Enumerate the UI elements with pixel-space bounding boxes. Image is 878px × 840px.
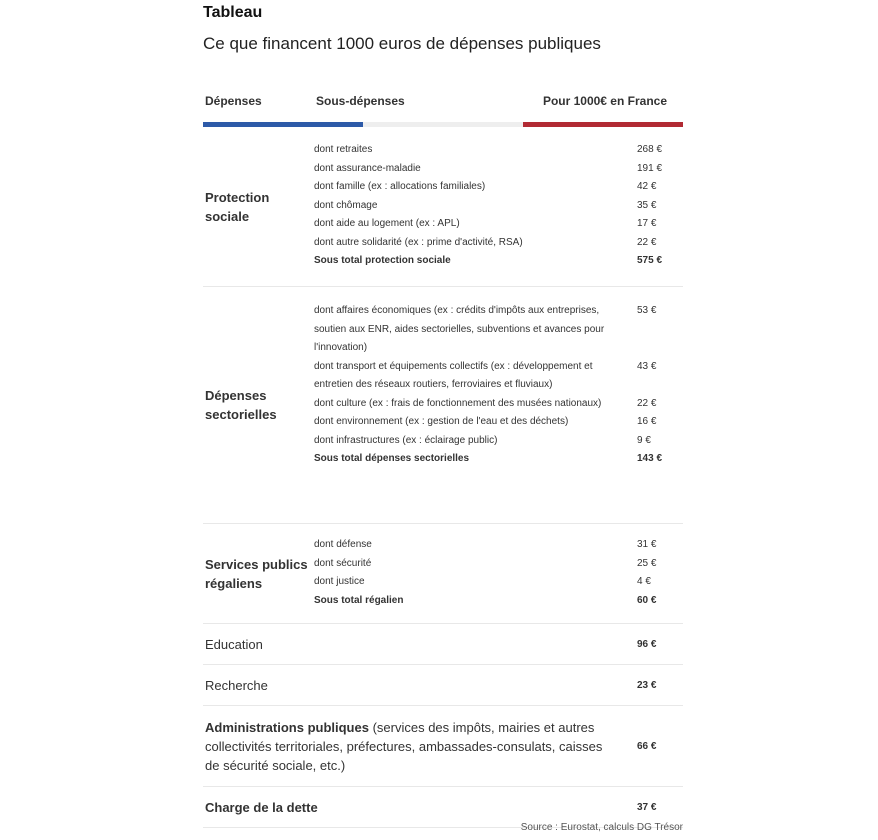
table-row xyxy=(314,234,683,253)
section-rows xyxy=(314,127,683,286)
table-row xyxy=(314,215,683,234)
table-row xyxy=(314,141,683,160)
row-administrations xyxy=(203,706,683,787)
row-value: 575 € xyxy=(637,255,663,266)
section-label: Protection sociale xyxy=(205,189,270,224)
row-education xyxy=(203,624,683,665)
table-row xyxy=(314,536,683,555)
table-row xyxy=(314,573,683,592)
table-row xyxy=(314,413,683,432)
table-row xyxy=(314,395,683,414)
row-label: dont assurance-maladie xyxy=(314,162,421,174)
row-label: dont culture (ex : frais de fonctionnement des musées nationaux) xyxy=(314,397,602,409)
table-row xyxy=(314,358,683,395)
row-value: 25 € xyxy=(637,557,657,569)
row-value: 31 € xyxy=(637,539,657,550)
row-label: dont transport et équipements collectifs (ex : développement et entretien des réseaux routiers, ferroviaires et fluviaux) xyxy=(314,360,593,390)
dette-value: 37 € xyxy=(637,801,657,813)
section-label: Services publics régaliens xyxy=(205,556,308,591)
page-subtitle: Ce que financent 1000 euros de dépenses publiques xyxy=(203,34,601,53)
section-depenses-sectorielles xyxy=(203,287,683,524)
section-label: Dépenses sectorielles xyxy=(205,388,277,422)
subtotal-row xyxy=(314,450,683,469)
row-value: 22 € xyxy=(637,236,657,248)
table-row xyxy=(314,432,683,451)
header-depenses: Dépenses xyxy=(205,94,262,108)
table-row xyxy=(314,302,683,358)
row-label: Sous total dépenses sectorielles xyxy=(314,453,470,464)
row-label: Sous total protection sociale xyxy=(314,255,451,266)
row-label: dont défense xyxy=(314,539,372,550)
row-value: 4 € xyxy=(637,576,651,587)
header-sous-depenses: Sous-dépenses xyxy=(316,94,405,108)
row-label: dont environnement (ex : gestion de l'eau et des déchets) xyxy=(314,416,569,427)
section-rows xyxy=(314,524,683,623)
row-label: dont retraites xyxy=(314,144,373,155)
table-container xyxy=(203,0,683,828)
row-value: 268 € xyxy=(637,144,663,155)
administrations-label-rest: (services des impôts, mairies et autres collectivités territoriales, préfectures, ambassades-consulats, caisses de sécurité sociale, etc.) xyxy=(205,719,603,773)
source-note: Source : Eurostat, calculs DG Trésor xyxy=(520,822,683,833)
education-label: Education xyxy=(205,636,263,652)
recherche-label: Recherche xyxy=(205,677,268,693)
administrations-label-bold: Administrations publiques xyxy=(205,719,369,735)
section-rows xyxy=(314,287,683,523)
section-protection-sociale xyxy=(203,127,683,287)
section-services-regaliens xyxy=(203,524,683,624)
table-row xyxy=(314,197,683,216)
row-label: dont famille (ex : allocations familiales) xyxy=(314,181,486,192)
row-label: dont affaires économiques (ex : crédits d'impôts aux entreprises, soutien aux ENR, aides sectorielles, subventions et avances pour l'innovation) xyxy=(314,305,605,353)
administrations-value: 66 € xyxy=(637,740,657,752)
row-label: Sous total régalien xyxy=(314,594,404,606)
row-value: 143 € xyxy=(637,453,663,464)
row-value: 60 € xyxy=(637,594,657,606)
row-value: 43 € xyxy=(637,360,657,372)
dette-label: Charge de la dette xyxy=(205,799,318,815)
row-label: dont autre solidarité (ex : prime d'activité, RSA) xyxy=(314,236,523,248)
recherche-value: 23 € xyxy=(637,679,657,691)
table-row xyxy=(314,178,683,197)
row-label: dont sécurité xyxy=(314,557,372,569)
subtotal-row xyxy=(314,252,683,271)
row-value: 9 € xyxy=(637,434,651,446)
row-value: 22 € xyxy=(637,397,657,409)
subtotal-row xyxy=(314,592,683,611)
header-pour-1000: Pour 1000€ en France xyxy=(542,94,667,108)
row-recherche xyxy=(203,665,683,706)
row-label: dont aide au logement (ex : APL) xyxy=(314,218,460,229)
table-row xyxy=(314,160,683,179)
row-value: 191 € xyxy=(637,162,663,174)
row-value: 35 € xyxy=(637,199,657,211)
row-label: dont infrastructures (ex : éclairage public) xyxy=(314,434,498,446)
table-row xyxy=(314,555,683,574)
row-value: 17 € xyxy=(637,218,657,229)
table-header xyxy=(203,94,683,122)
page-title: Tableau xyxy=(203,4,263,21)
row-value: 16 € xyxy=(637,416,657,427)
row-value: 42 € xyxy=(637,181,657,192)
administrations-label xyxy=(203,718,637,775)
row-label: dont chômage xyxy=(314,199,378,211)
education-value: 96 € xyxy=(637,638,657,650)
row-value: 53 € xyxy=(637,305,657,316)
row-label: dont justice xyxy=(314,576,365,587)
